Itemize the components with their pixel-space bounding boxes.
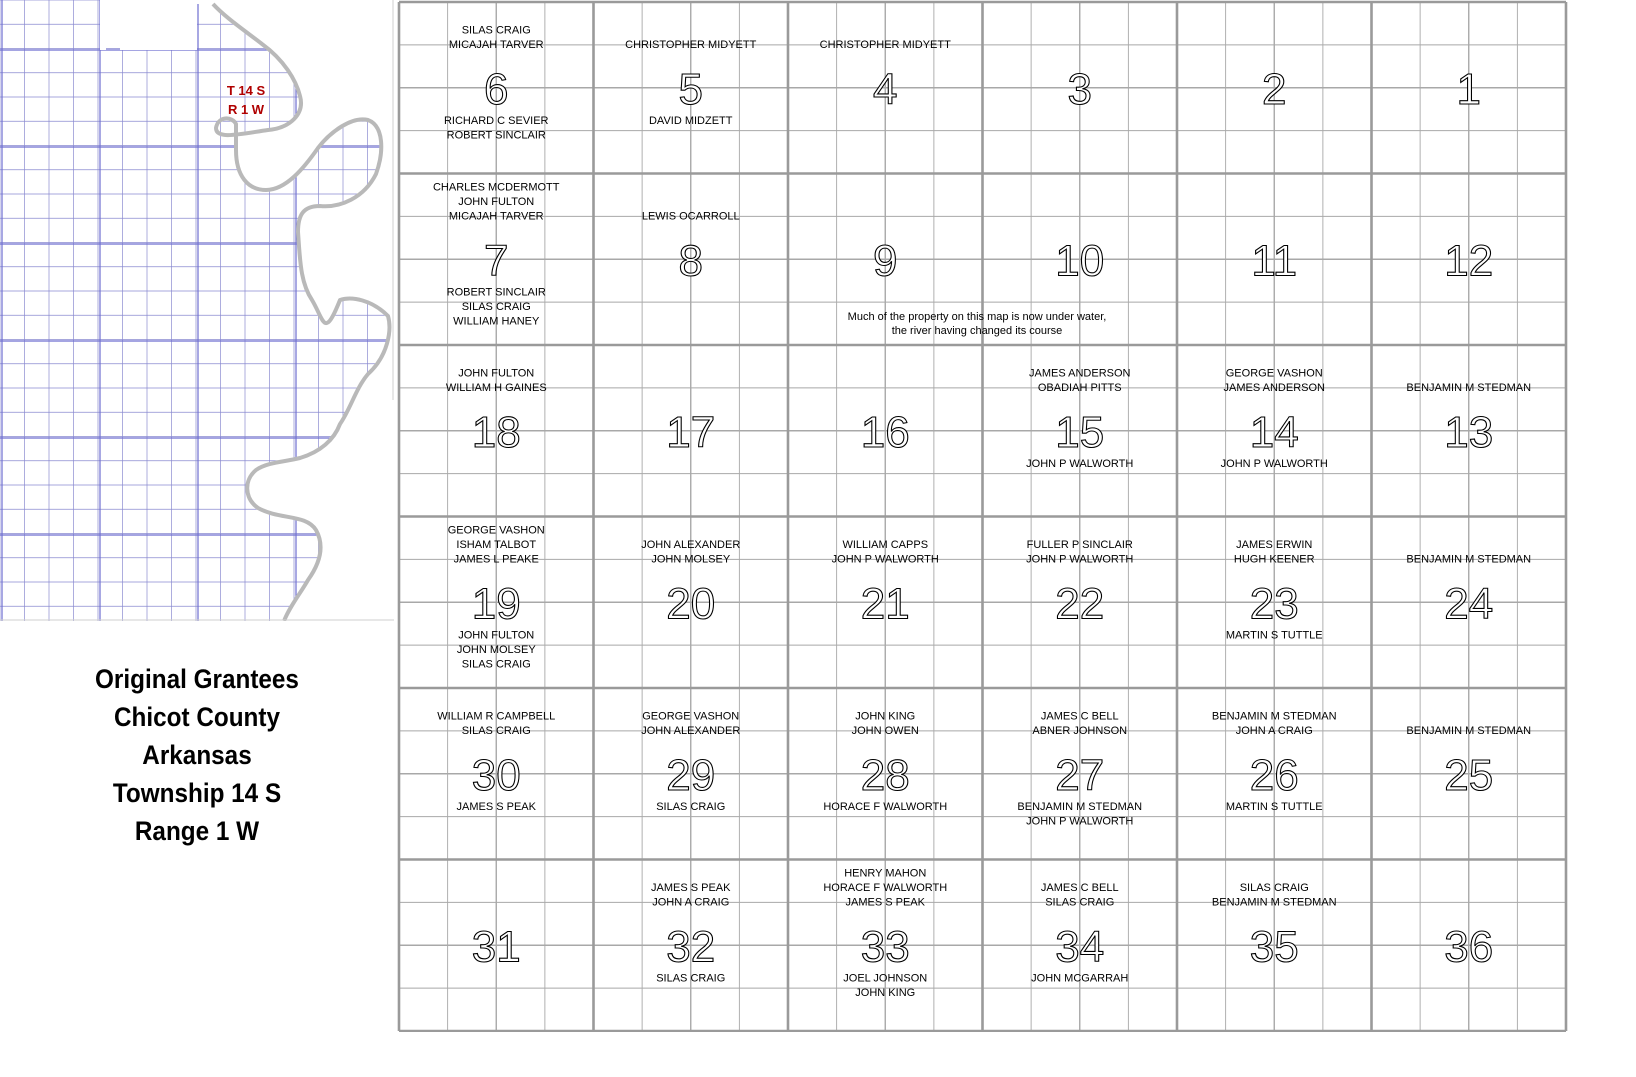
grantee-name: WILLIAM R CAMPBELL xyxy=(437,710,556,723)
section-number: 14 xyxy=(1249,407,1299,457)
grantee-name: JOHN FULTON xyxy=(458,195,535,208)
section-3 xyxy=(1068,65,1092,114)
section-number: 16 xyxy=(860,407,910,457)
grantee-name: SILAS CRAIG xyxy=(656,972,726,985)
section-14 xyxy=(1221,367,1328,470)
section-number: 11 xyxy=(1251,236,1298,286)
section-10 xyxy=(1055,236,1104,285)
grantee-name: MARTIN S TUTTLE xyxy=(1225,629,1323,642)
grantee-name: JOHN ALEXANDER xyxy=(641,724,741,737)
section-6 xyxy=(444,24,549,141)
section-36 xyxy=(1444,922,1493,971)
grantee-name: GEORGE VASHON xyxy=(447,524,545,537)
range-label: R 1 W xyxy=(227,102,265,117)
township-label: T 14 S xyxy=(226,83,266,98)
section-17 xyxy=(666,408,715,457)
section-number: 33 xyxy=(860,922,910,972)
section-26 xyxy=(1212,710,1337,813)
grantee-name: SILAS CRAIG xyxy=(461,658,531,671)
grantee-name: BENJAMIN M STEDMAN xyxy=(1017,800,1143,813)
grantee-name: SILAS CRAIG xyxy=(461,24,531,37)
water-note-line: Much of the property on this map is now under water, xyxy=(847,311,1107,323)
grantee-name: JOHN KING xyxy=(855,710,916,723)
township-overview-map xyxy=(0,0,394,621)
grantee-name: JOHN A CRAIG xyxy=(652,896,730,909)
section-number: 29 xyxy=(666,750,716,800)
grantee-name: MICAJAH TARVER xyxy=(448,210,544,223)
grantee-name: JOHN MOLSEY xyxy=(456,643,536,656)
section-number: 2 xyxy=(1262,64,1287,114)
section-number: 13 xyxy=(1444,407,1494,457)
section-number: 9 xyxy=(873,236,898,286)
section-33 xyxy=(823,867,947,999)
section-number: 26 xyxy=(1249,750,1299,800)
section-15 xyxy=(1026,367,1133,470)
grantee-name: JOHN ALEXANDER xyxy=(641,538,741,551)
section-number: 7 xyxy=(484,236,509,286)
grantee-name: FULLER P SINCLAIR xyxy=(1026,538,1133,551)
grantee-name: JOHN P WALWORTH xyxy=(831,553,939,566)
section-8 xyxy=(642,210,740,285)
grantee-name: HORACE F WALWORTH xyxy=(823,800,948,813)
grantee-name: JOHN A CRAIG xyxy=(1235,724,1313,737)
grantee-name: HUGH KEENER xyxy=(1233,553,1315,566)
map-title-line: Original Grantees xyxy=(95,664,299,694)
section-28 xyxy=(823,710,947,813)
section-number: 1 xyxy=(1456,64,1481,114)
section-number: 15 xyxy=(1055,407,1105,457)
grantee-name: OBADIAH PITTS xyxy=(1037,381,1122,394)
section-12 xyxy=(1444,236,1493,285)
map-title-line: Township 14 S xyxy=(112,778,282,808)
section-11 xyxy=(1251,236,1297,285)
section-number: 22 xyxy=(1055,579,1105,629)
grantee-name: CHARLES MCDERMOTT xyxy=(432,181,560,194)
section-number: 30 xyxy=(471,750,521,800)
grantee-name: BENJAMIN M STEDMAN xyxy=(1406,553,1532,566)
section-number: 28 xyxy=(860,750,910,800)
section-number: 10 xyxy=(1055,236,1105,286)
grantee-name: GEORGE VASHON xyxy=(642,710,740,723)
grantee-name: JOHN P WALWORTH xyxy=(1026,553,1134,566)
section-24 xyxy=(1406,553,1531,628)
section-number: 4 xyxy=(873,64,898,114)
section-number: 12 xyxy=(1444,236,1494,286)
section-25 xyxy=(1406,725,1531,800)
grantee-name: JAMES S PEAK xyxy=(456,800,536,813)
grantee-name: WILLIAM H GAINES xyxy=(445,381,547,394)
grantee-name: JAMES ANDERSON xyxy=(1223,381,1325,394)
grantee-name: JOHN P WALWORTH xyxy=(1026,457,1134,470)
section-number: 21 xyxy=(860,579,910,629)
grantee-name: JAMES C BELL xyxy=(1040,881,1119,894)
section-32 xyxy=(651,882,731,985)
grantee-name: JOEL JOHNSON xyxy=(843,972,928,985)
section-number: 31 xyxy=(471,922,521,972)
map-title-block xyxy=(0,660,394,850)
section-number: 20 xyxy=(666,579,716,629)
grantee-name: HENRY MAHON xyxy=(844,867,927,880)
grantee-name: CHRISTOPHER MIDYETT xyxy=(819,38,951,51)
grantee-name: RICHARD C SEVIER xyxy=(443,114,549,127)
grantee-name: BENJAMIN M STEDMAN xyxy=(1406,724,1532,737)
section-number: 36 xyxy=(1444,922,1494,972)
grantee-name: MICAJAH TARVER xyxy=(448,38,544,51)
grantee-name: JOHN FULTON xyxy=(458,367,535,380)
grantee-name: ROBERT SINCLAIR xyxy=(446,286,546,299)
section-number: 17 xyxy=(666,407,716,457)
section-16 xyxy=(861,408,910,457)
grantee-name: JAMES L PEAKE xyxy=(453,553,539,566)
section-31 xyxy=(472,922,521,971)
section-34 xyxy=(1031,882,1128,985)
grantee-name: SILAS CRAIG xyxy=(461,300,531,313)
grantee-name: JOHN MOLSEY xyxy=(651,553,731,566)
map-title-line: Chicot County xyxy=(113,702,281,732)
grantee-name: HORACE F WALWORTH xyxy=(823,881,948,894)
section-23 xyxy=(1226,539,1323,642)
grantee-name: SILAS CRAIG xyxy=(461,724,531,737)
section-number: 34 xyxy=(1055,922,1105,972)
section-number: 23 xyxy=(1249,579,1299,629)
grantee-name: GEORGE VASHON xyxy=(1225,367,1323,380)
grantee-name: JOHN FULTON xyxy=(458,629,535,642)
grantee-name: WILLIAM CAPPS xyxy=(842,538,929,551)
section-number: 3 xyxy=(1067,64,1092,114)
grantee-name: DAVID MIDZETT xyxy=(648,114,733,127)
grantee-name: JOHN KING xyxy=(855,986,916,999)
section-number: 19 xyxy=(471,579,521,629)
section-7 xyxy=(433,181,560,327)
grantee-name: JAMES ERWIN xyxy=(1236,538,1313,551)
grantee-name: JOHN OWEN xyxy=(851,724,919,737)
section-19 xyxy=(448,524,545,670)
grantee-name: LEWIS OCARROLL xyxy=(641,210,740,223)
section-number: 35 xyxy=(1249,922,1299,972)
grantee-name: JOHN MCGARRAH xyxy=(1031,972,1129,985)
grantee-name: BENJAMIN M STEDMAN xyxy=(1211,710,1337,723)
section-number: 5 xyxy=(678,64,703,114)
grantee-name: WILLIAM HANEY xyxy=(453,315,540,328)
section-2 xyxy=(1262,65,1286,114)
grantee-name: SILAS CRAIG xyxy=(656,800,726,813)
grantee-name: JAMES S PEAK xyxy=(845,896,925,909)
section-9 xyxy=(873,236,897,285)
section-number: 24 xyxy=(1444,579,1494,629)
section-number: 27 xyxy=(1055,750,1105,800)
grantee-name: JOHN P WALWORTH xyxy=(1220,457,1328,470)
section-1 xyxy=(1457,65,1481,114)
section-number: 32 xyxy=(666,922,716,972)
grantee-name: SILAS CRAIG xyxy=(1239,881,1309,894)
grantee-name: ABNER JOHNSON xyxy=(1032,724,1128,737)
water-note-line: the river having changed its course xyxy=(891,325,1063,337)
section-4 xyxy=(820,39,951,114)
grantee-name: SILAS CRAIG xyxy=(1045,896,1115,909)
map-title-line: Arkansas xyxy=(142,740,252,770)
grantee-name: JAMES C BELL xyxy=(1040,710,1119,723)
section-number: 8 xyxy=(678,236,703,286)
section-13 xyxy=(1406,382,1531,457)
grantee-name: ISHAM TALBOT xyxy=(456,538,537,551)
section-number: 6 xyxy=(484,64,509,114)
map-title-line: Range 1 W xyxy=(134,816,260,846)
section-number: 25 xyxy=(1444,750,1494,800)
grantee-name: ROBERT SINCLAIR xyxy=(446,129,546,142)
grantee-name: JAMES S PEAK xyxy=(651,881,731,894)
section-29 xyxy=(641,710,740,813)
section-boundaries xyxy=(399,2,1566,1031)
grantee-name: BENJAMIN M STEDMAN xyxy=(1406,381,1532,394)
grantee-name: JAMES ANDERSON xyxy=(1029,367,1131,380)
grantee-name: MARTIN S TUTTLE xyxy=(1225,800,1323,813)
grantee-name: CHRISTOPHER MIDYETT xyxy=(625,38,757,51)
section-30 xyxy=(437,710,555,813)
section-27 xyxy=(1017,710,1142,827)
township-plat-grid xyxy=(397,0,1568,1032)
section-number: 18 xyxy=(471,407,521,457)
grantee-name: JOHN P WALWORTH xyxy=(1026,815,1134,828)
grantee-name: BENJAMIN M STEDMAN xyxy=(1211,896,1337,909)
